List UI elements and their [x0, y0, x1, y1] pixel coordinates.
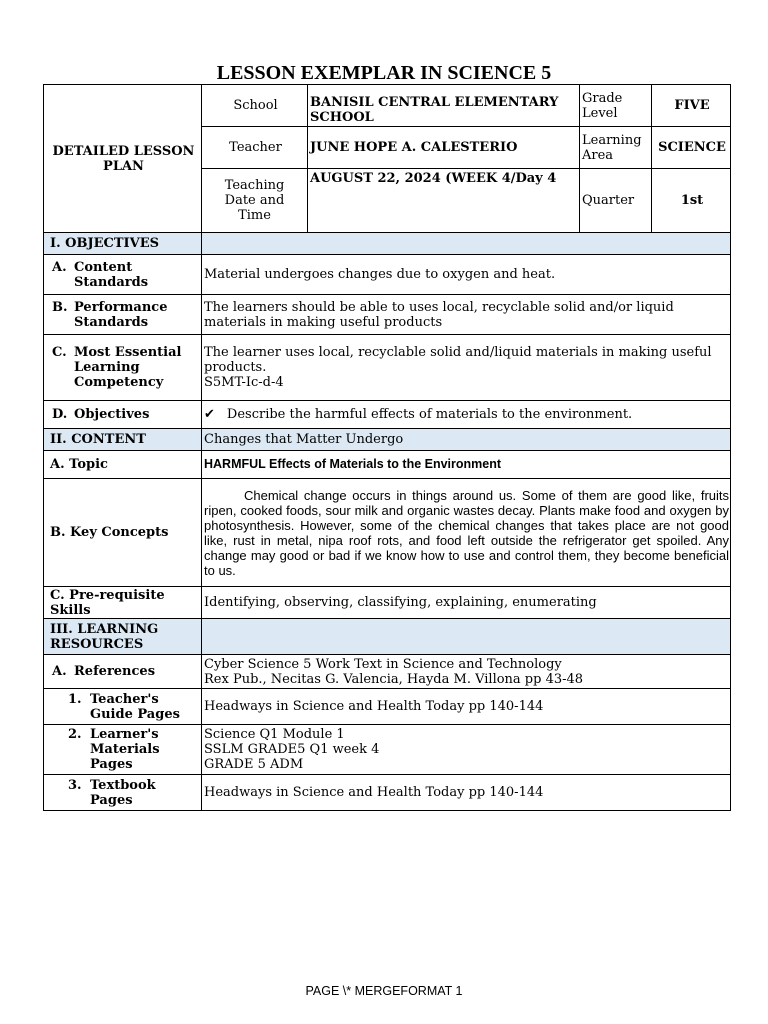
- school-label: School: [202, 85, 308, 127]
- textbook-pages-label: 3. Textbook Pages: [44, 775, 202, 811]
- grade-level-label: Grade Level: [580, 85, 652, 127]
- reference-line-1: Cyber Science 5 Work Text in Science and Technology: [204, 656, 562, 672]
- teaching-date-value: AUGUST 22, 2024 (WEEK 4/Day 4: [308, 169, 580, 233]
- learning-area-label: Learning Area: [580, 127, 652, 169]
- learning-resources-section-label: III. LEARNING RESOURCES: [44, 619, 202, 655]
- content-section-value: Changes that Matter Undergo: [202, 429, 731, 451]
- page-footer: PAGE \* MERGEFORMAT 1: [305, 984, 463, 998]
- detailed-lesson-plan-label: DETAILED LESSON PLAN: [44, 85, 202, 233]
- objectives-section-fill: [202, 233, 731, 255]
- references-label: A. References: [44, 655, 202, 689]
- objectives-value: [202, 401, 731, 429]
- teacher-label: Teacher: [202, 127, 308, 169]
- textbook-pages-value: Headways in Science and Health Today pp 140-144: [202, 775, 731, 811]
- performance-standards-label: B. Performance Standards: [44, 295, 202, 335]
- melc-label: C. Most Essential Learning Competency: [44, 335, 202, 401]
- quarter-label: Quarter: [580, 169, 652, 233]
- reference-line-2: Rex Pub., Necitas G. Valencia, Hayda M. Villona pp 43-48: [204, 671, 584, 687]
- teachers-guide-label: 1. Teacher's Guide Pages: [44, 689, 202, 725]
- objective-text: Describe the harmful effects of materials to the environment.: [226, 407, 633, 422]
- learners-materials-line-3: GRADE 5 ADM: [204, 757, 304, 772]
- melc-text: The learner uses local, recyclable solid and/liquid materials in making useful products.: [204, 345, 712, 375]
- prerequisite-skills-label: C. Pre-requisite Skills: [44, 587, 202, 619]
- learning-resources-section-fill: [202, 619, 731, 655]
- melc-value: [202, 335, 731, 401]
- objectives-label: D. Objectives: [44, 401, 202, 429]
- learners-materials-label: 2. Learner's Materials Pages: [44, 725, 202, 775]
- topic-label: A. Topic: [44, 451, 202, 479]
- lesson-plan-table: [43, 84, 731, 811]
- school-value: BANISIL CENTRAL ELEMENTARY SCHOOL: [308, 85, 580, 127]
- quarter-value: 1st: [652, 169, 731, 233]
- learning-area-value: SCIENCE: [652, 127, 731, 169]
- learners-materials-line-1: Science Q1 Module 1: [204, 727, 345, 742]
- content-standards-label: A. Content Standards: [44, 255, 202, 295]
- learners-materials-value: [202, 725, 731, 775]
- references-value: [202, 655, 731, 689]
- content-section-label: II. CONTENT: [44, 429, 202, 451]
- key-concepts-value: Chemical change occurs in things around us. Some of them are good like, fruits ripen, cooked foods, sour milk and organic wastes decay. Plants make food and oxygen by photosynthesis. However, some of the chemical changes that takes place are not good like, rust in metal, nipa roof rots, and food left outside the refrigerator get spoiled. Any change may good or bad if we know how to use and control them, they become beneficial to us.: [202, 479, 731, 587]
- teaching-date-label: Teaching Date and Time: [202, 169, 308, 233]
- teachers-guide-value: Headways in Science and Health Today pp 140-144: [202, 689, 731, 725]
- key-concepts-label: B. Key Concepts: [44, 479, 202, 587]
- performance-standards-value: The learners should be able to uses local, recyclable solid and/or liquid materials in making useful products: [202, 295, 731, 335]
- document-title: LESSON EXEMPLAR IN SCIENCE 5: [216, 62, 552, 84]
- melc-code: S5MT-Ic-d-4: [204, 375, 284, 390]
- check-mark-icon: ✔: [204, 407, 215, 422]
- objectives-section-label: I. OBJECTIVES: [44, 233, 202, 255]
- prerequisite-skills-value: Identifying, observing, classifying, explaining, enumerating: [202, 587, 731, 619]
- content-standards-value: Material undergoes changes due to oxygen and heat.: [202, 255, 731, 295]
- grade-level-value: FIVE: [652, 85, 731, 127]
- topic-value: HARMFUL Effects of Materials to the Environment: [202, 451, 731, 479]
- teacher-value: JUNE HOPE A. CALESTERIO: [308, 127, 580, 169]
- learners-materials-line-2: SSLM GRADE5 Q1 week 4: [204, 742, 380, 757]
